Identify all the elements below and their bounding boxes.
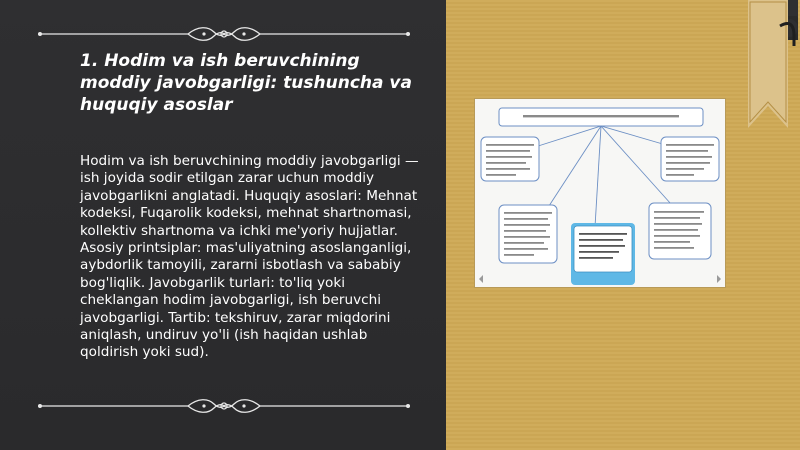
slide-body-text: Hodim va ish beruvchining moddiy javobgarligi — ish joyida sodir etilgan zarar uchun moddiy javobgarlikni anglatadi. Huquqiy asoslari: Mehnat kodeksi, Fuqarolik kodeksi, mehnat shartnomasi, kollektiv shartnoma va ichki me'yoriy hujjatlar. Asosiy printsiplar: mas'uliyatning asoslanganligi, aybdorlik tamoyili, zararni isbotlash va sababiy bog'liqlik. Javobgarlik turlari: to'liq yoki cheklangan hodim javobgarligi, ish beruvchi javobgarligi. Tartib: tekshiruv, zarar miqdorini aniqlash, undiruv yo'li (ish haqidan ushlab qoldirish yoki sud). [80, 153, 419, 361]
ornament-divider-top-icon [38, 24, 410, 44]
ornament-divider-bottom-icon [38, 396, 410, 416]
ribbon-bookmark-icon [748, 0, 798, 135]
slide-title: 1. Hodim va ish beruvchining moddiy javobgarligi: tushuncha va huquqiy asoslar [80, 51, 412, 115]
mind-map-diagram-image [474, 98, 726, 288]
